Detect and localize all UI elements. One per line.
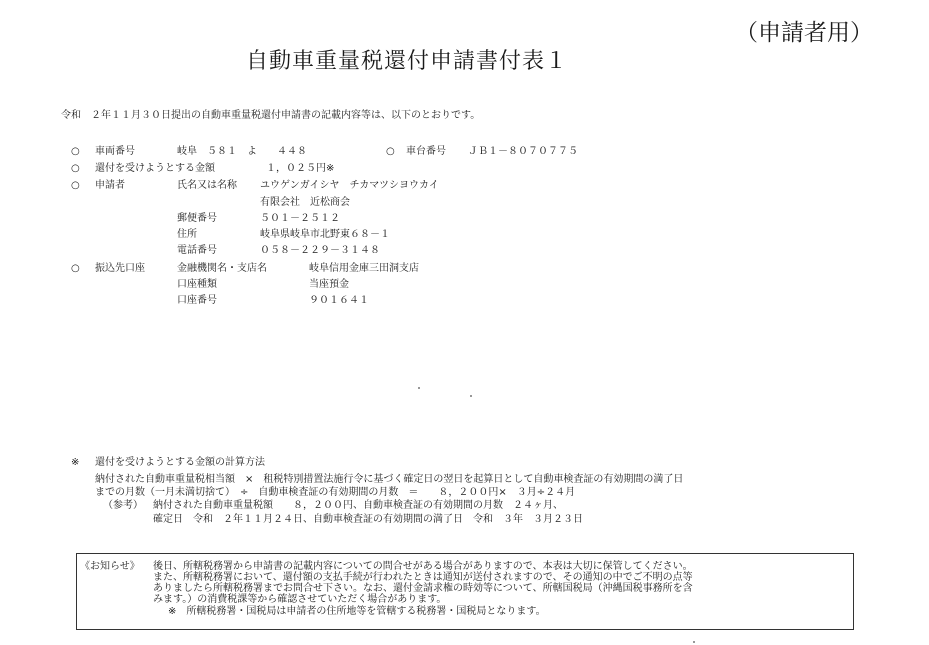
institution-label: 金融機関名・支店名 bbox=[177, 263, 267, 274]
account-number-value: ９０１６４１ bbox=[309, 295, 369, 306]
chassis-number-value: ＪＢ１－８０７０７７５ bbox=[468, 146, 578, 157]
calculation-marker: ※ bbox=[71, 457, 80, 468]
applicant-copy-badge: （申請者用） bbox=[735, 20, 873, 46]
notice-line-3: ありましたら所轄税務署までお問合せ下さい。なお、還付金請求権の時効等について、所轄国税局（沖縄国税事務所を含 bbox=[153, 583, 693, 594]
institution-value: 岐阜信用金庫三田洞支店 bbox=[309, 263, 419, 274]
notice-label: 《お知らせ》 bbox=[80, 561, 140, 572]
document-title: 自動車重量税還付申請書付表１ bbox=[246, 49, 569, 74]
scan-speck bbox=[693, 641, 695, 643]
calculation-line-1: 納付された自動車重量税相当額 × 租税特別措置法施行令に基づく確定日の翌日を起算日として自動車検査証の有効期間の満了日 bbox=[95, 474, 684, 485]
notice-footnote: ※ 所轄税務署・国税局は申請者の住所地等を管轄する税務署・国税局となります。 bbox=[168, 606, 546, 617]
calculation-line-2: までの月数（一月未満切捨て） ÷ 自動車検査証の有効期間の月数 ＝ ８，２００円× ３月÷２４月 bbox=[95, 487, 576, 498]
address-value: 岐阜県岐阜市北野東６８－１ bbox=[260, 229, 390, 240]
chassis-label: 車台番号 bbox=[406, 146, 446, 157]
refund-label: 還付を受けようとする金額 bbox=[95, 163, 215, 174]
scan-speck bbox=[418, 387, 420, 389]
applicant-name-label: 氏名又は名称 bbox=[177, 180, 237, 191]
phone-label: 電話番号 bbox=[177, 245, 217, 256]
account-number-label: 口座番号 bbox=[177, 295, 217, 306]
account-type-label: 口座種類 bbox=[177, 279, 217, 290]
notice-line-4: みます。）の消費税課等から確認させていただく場合があります。 bbox=[153, 594, 447, 605]
intro-text: 令和 ２年１１月３０日提出の自動車重量税還付申請書の記載内容等は、以下のとおりです。 bbox=[61, 110, 481, 121]
vehicle-number-value: 岐阜 ５８１ よ ４４８ bbox=[177, 146, 307, 157]
reference-line-1: 納付された自動車重量税額 ８，２００円、自動車検査証の有効期間の月数 ２４ヶ月、 bbox=[153, 500, 563, 511]
postal-code-value: ５０１－２５１２ bbox=[260, 213, 340, 224]
refund-amount-value: １，０２５円※ bbox=[266, 163, 335, 174]
applicant-marker: ○ bbox=[71, 180, 80, 191]
vehicle-marker: ○ bbox=[71, 146, 80, 157]
vehicle-label: 車両番号 bbox=[95, 146, 135, 157]
bank-marker: ○ bbox=[71, 263, 80, 274]
refund-marker: ○ bbox=[71, 163, 80, 174]
phone-value: ０５８－２２９－３１４８ bbox=[260, 245, 380, 256]
bank-label: 振込先口座 bbox=[95, 263, 145, 274]
calculation-heading: 還付を受けようとする金額の計算方法 bbox=[95, 457, 265, 468]
applicant-name-kana: ユウゲンガイシヤ チカマツシヨウカイ bbox=[260, 180, 439, 191]
postal-code-label: 郵便番号 bbox=[177, 213, 217, 224]
applicant-label: 申請者 bbox=[95, 180, 125, 191]
chassis-marker: ○ bbox=[386, 146, 395, 157]
account-type-value: 当座預金 bbox=[309, 279, 349, 290]
notice-line-2: また、所轄税務署において、還付額の支払手続が行われたときは通知が送付されますので、その通知の中でご不明の点等 bbox=[153, 572, 693, 583]
reference-label: （参考） bbox=[103, 500, 143, 511]
notice-line-1: 後日、所轄税務署から申請書の記載内容についての問合せがある場合がありますので、本表は大切に保管してください。 bbox=[153, 561, 693, 572]
scan-speck bbox=[470, 395, 472, 397]
address-label: 住所 bbox=[177, 229, 197, 240]
applicant-name-kanji: 有限会社 近松商会 bbox=[260, 197, 350, 208]
reference-line-2: 確定日 令和 ２年１１月２４日、自動車検査証の有効期間の満了日 令和 ３年 ３月２３日 bbox=[153, 514, 583, 525]
